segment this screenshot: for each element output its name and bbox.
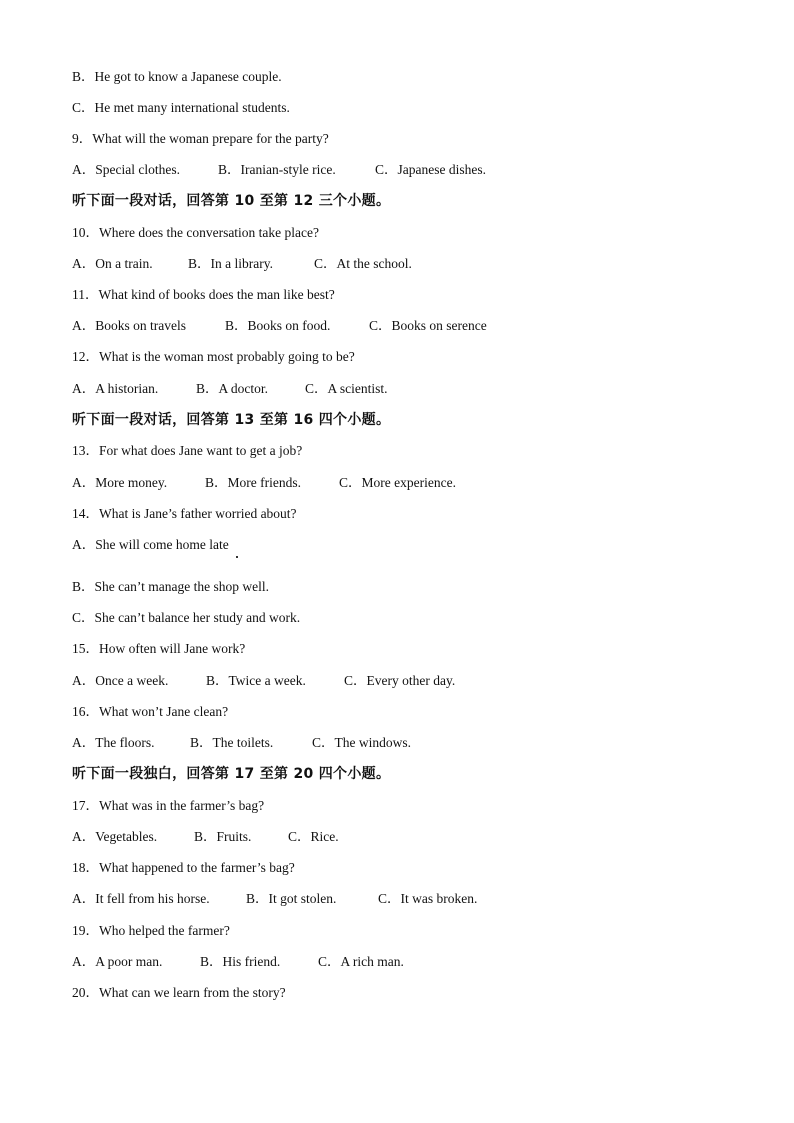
section-heading: 听下面一段对话，回答第 13 至第 16 四个小题。 — [72, 412, 391, 428]
option-b: B．Twice a week. — [206, 673, 306, 688]
option-c: C．Japanese dishes. — [375, 162, 486, 177]
option-a: A．More money. — [72, 475, 168, 490]
question-16: 16．What won’t Jane clean? — [72, 704, 229, 719]
question-11: 11．What kind of books does the man like best? — [72, 287, 335, 302]
option-a: A．Special clothes. — [72, 162, 180, 177]
option-b: B．Fruits. — [194, 829, 252, 844]
option-a: A．Vegetables. — [72, 829, 158, 844]
question-9: 9．What will the woman prepare for the party? — [72, 131, 329, 146]
question-19: 19．Who helped the farmer? — [72, 923, 230, 938]
option-a: A．On a train. — [72, 256, 153, 271]
option-c: C．It was broken. — [378, 891, 478, 906]
option-c: C．The windows. — [312, 735, 411, 750]
option-c: C．Rice. — [288, 829, 339, 844]
option-b: B．Iranian-style rice. — [218, 162, 336, 177]
option-a: A．The floors. — [72, 735, 155, 750]
question-14-option-b: B．She can’t manage the shop well. — [72, 579, 269, 594]
option-b: B．His friend. — [200, 954, 281, 969]
question-15: 15．How often will Jane work? — [72, 641, 246, 656]
option-c: C．More experience. — [339, 475, 456, 490]
option-b: B．Books on food. — [225, 318, 331, 333]
option-a: A．Once a week. — [72, 673, 169, 688]
option-c: C．A rich man. — [318, 954, 404, 969]
option-b: B．In a library. — [188, 256, 273, 271]
question-14: 14．What is Jane’s father worried about? — [72, 506, 297, 521]
option-c: C．A scientist. — [305, 381, 388, 396]
option-a: A．Books on travels — [72, 318, 186, 333]
option-a: A．A poor man. — [72, 954, 163, 969]
question-18: 18．What happened to the farmer’s bag? — [72, 860, 295, 875]
option-b: B．The toilets. — [190, 735, 274, 750]
question-14-option-c: C．She can’t balance her study and work. — [72, 610, 301, 625]
question-8-option-b: B．He got to know a Japanese couple. — [72, 69, 282, 84]
option-a: A．A historian. — [72, 381, 159, 396]
question-8-option-c: C．He met many international students. — [72, 100, 290, 115]
option-c: C．At the school. — [314, 256, 412, 271]
option-c: C．Every other day. — [344, 673, 456, 688]
option-b: B．More friends. — [205, 475, 301, 490]
option-b: B．A doctor. — [196, 381, 269, 396]
question-12: 12．What is the woman most probably going to be? — [72, 349, 355, 364]
option-a: A．It fell from his horse. — [72, 891, 210, 906]
question-13: 13．For what does Jane want to get a job? — [72, 443, 303, 458]
question-14-option-a: A．She will come home late — [72, 537, 229, 552]
question-17: 17．What was in the farmer’s bag? — [72, 798, 265, 813]
option-c: C．Books on serence — [369, 318, 487, 333]
section-heading: 听下面一段独白，回答第 17 至第 20 四个小题。 — [72, 766, 391, 782]
option-b: B．It got stolen. — [246, 891, 337, 906]
section-heading: 听下面一段对话，回答第 10 至第 12 三个小题。 — [72, 193, 391, 209]
stray-dot — [236, 556, 238, 558]
question-10: 10．Where does the conversation take place? — [72, 225, 320, 240]
question-20: 20．What can we learn from the story? — [72, 985, 286, 1000]
